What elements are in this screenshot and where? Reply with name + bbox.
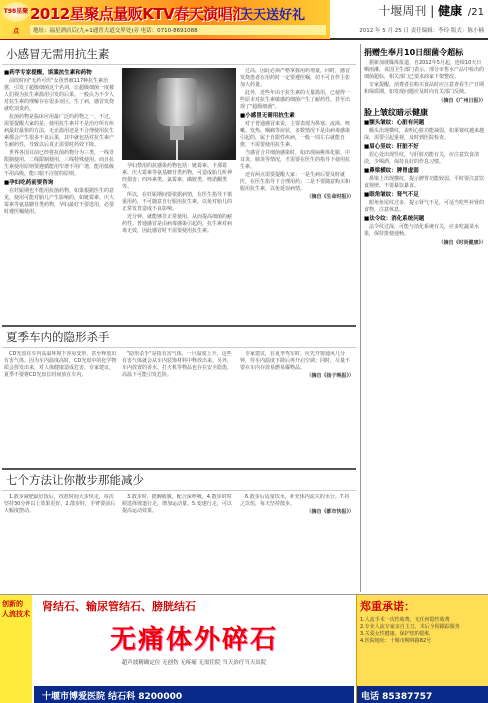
top-advertisement[interactable] xyxy=(0,0,330,40)
paragraph: 当感冒合并细菌感染时，如出现扁桃体化脓、中耳炎、肺炎等情况，才需要在医生的指导下使用抗生素。 xyxy=(240,150,351,170)
paragraph: 专家提醒，消费者在购买食品时应注意查看生产日期和保质期，如发现问题应及时向有关部门反映。 xyxy=(364,82,485,95)
article3-col2 xyxy=(122,494,236,600)
ad-line1: 肾结石、输尿管结石、膀胱结石 xyxy=(42,600,196,613)
paragraph: 世界各国目前已经将抗菌药物分为三类，一线非限制使用，二线限制使用，三线特殊使用。而且抗生素使用原则要遵循能用窄谱不用广谱，能用低级不用高级，能口服不注射的原则。 xyxy=(4,150,115,177)
byline: （摘自《时尚健康》） xyxy=(438,240,486,246)
byline: （摘自《生命时报》） xyxy=(306,194,354,200)
paragraph: 眼角鱼尾纹过多，提示肾气不足，可适当吃些补肾的食物，注意休息。 xyxy=(364,200,485,213)
article1-col3 xyxy=(240,68,354,320)
separator: | xyxy=(430,4,435,18)
article2-section xyxy=(2,325,356,466)
subhead: ■眼角皱纹：肾气不足 xyxy=(364,192,419,198)
paragraph: 6.散步后适量饮水，补充体内流失的水分。7.持之以恒，每天坚持散步。 xyxy=(240,494,350,507)
clinic-ad-item: 1.人流手术一次性收费，无任何隐性收费 xyxy=(360,617,450,623)
paragraph: 法令纹过深，可能与消化系统有关，应多吃蔬菜水果，保持排便通畅。 xyxy=(364,224,480,237)
article2-title: 夏季车内的隐形杀手 xyxy=(2,327,356,348)
clinic-ad-item: 4.医院地址：十堰市柳林路82号 xyxy=(360,638,432,644)
subhead: ■小感冒无需用抗生素 xyxy=(240,113,295,119)
issue-meta: 2012 年 5 月 25 日 责任编辑：李玲 版式：陈小楠 xyxy=(359,28,484,34)
sidebar-title-2: 脸上皱纹暗示健康 xyxy=(364,108,428,117)
subhead: ■额头皱纹：心脏有问题 xyxy=(364,120,425,126)
clinic-ad[interactable] xyxy=(356,595,488,703)
ad-address: 地址：福星酒店后(九+1通宵大道交界处)旁 电话：0710-8691088 xyxy=(30,25,326,35)
paragraph: 前段时间"无药可医"女孩曾被117种抗生素治愈，引发了超级细菌这个名词，让超级细菌一度被人们视为抗生素滥用引发的后果。一般认为不少人对抗生素的理解存在很多误区，生了病，感冒发烧就吃消炎药。 xyxy=(4,78,115,112)
article3-col3 xyxy=(240,494,354,600)
article1-title: 小感冒无需用抗生素 xyxy=(2,44,356,65)
ad-line3: 超声波精确定位 无创伤 无疼痛 无需住院 当天治疗当天出院 xyxy=(121,660,267,666)
subhead: ■鼻梁横纹：脾胃虚弱 xyxy=(364,168,419,174)
paragraph: 所以，在妊娠期间要依据病情，在医生指导下慎重用药，不可随意自行服用抗生素，以免对胎儿的正常发育造成不良影响。 xyxy=(122,192,233,212)
paragraph: 对于普通感冒来说，主要表现为鼻塞、流涕、咳嗽、发热、咽痛等症状，多数情况下是由病毒感染引起的，属于自限性疾病，一般一周左右就能自愈，不需要使用抗生素。 xyxy=(240,121,351,148)
paragraph: 据新加坡媒体报道，自2012年5月起，连续10天日晒雨淋，该国卫生部门表示，部分市售水产品中检出的细菌超标，相关部门已要求商家下架整改。 xyxy=(364,60,485,80)
paragraph: 专家建议，在夏季驾车时，应先开窗通风几分钟，待车内温度下降后再开启空调；同时，尽量不要在车内存放易燃易爆物品。 xyxy=(240,351,351,371)
iv-bottle-shape xyxy=(157,78,197,126)
clinic-ad-item: 3.关爱女性健康，保护您的隐私 xyxy=(360,631,430,637)
paragraph: 过高，因此必须严格掌握用药剂量，同时，感冒发烧患者在用药时一定要遵医嘱，切不可自作主张加大药量。 xyxy=(240,68,351,88)
paragraph: 眉心处出现竖纹，与肝脏功能有关，应注意饮食清淡，少喝酒，保持良好的作息习惯。 xyxy=(364,152,480,165)
page-number: /21 xyxy=(467,7,484,18)
byline: （摘自《都市快报》） xyxy=(306,509,354,515)
article3-body xyxy=(2,491,356,603)
section-name: 健康 xyxy=(438,4,463,18)
article2-col1 xyxy=(4,351,118,463)
paragraph: "隐形杀手"是指有害气体，一旦温度上升，这些有害气体就会从车内装饰材料中释放出来。另外，车内放置的香水、打火机等物品也存在安全隐患，高温下可能引发危险。 xyxy=(122,351,233,378)
paragraph: 1.散步减肥最好饭后，找准时间大步快走，每次坚持30分钟以上效果更好。2.散步时，手臂要前后大幅度摆动。 xyxy=(4,494,116,514)
iv-tube xyxy=(176,140,178,160)
article3-col1 xyxy=(4,494,118,600)
article1-col1 xyxy=(4,68,118,320)
byline: （摘自《扬子晚报》） xyxy=(306,373,354,379)
clinic-phone: 电话 85387757 xyxy=(357,686,488,703)
ktv-logo: T98星聚点 xyxy=(2,2,30,22)
paragraph: 在妊娠期也不能用抗菌药物，如果根据医生的意见，使用可能对胎儿产生影响的，如链霉素、庆大霉素等氨基糖苷类药物，孕妇最好不要选用，必要时遵医嘱使用。 xyxy=(4,188,115,215)
paragraph: CD光盘在车内高温环境下容易变形，甚至释放出有害气体。因为车内温度高时，CD光盘中的化学物质会挥发出来，对人体健康造成危害。专家建议，夏季不要将CD光盘长时间放在车内。 xyxy=(4,351,117,378)
subhead: ■药学专家提醒，谈滥抗生素和药物 xyxy=(4,70,92,76)
article2-col2 xyxy=(122,351,236,463)
ad-title: 2012星聚点量贩KTV春天演唱汇 xyxy=(30,5,247,23)
article1-body xyxy=(2,65,356,323)
lithotripsy-ad[interactable] xyxy=(34,595,354,703)
subhead: ■法令纹：消化系统问题 xyxy=(364,216,425,222)
subhead: ■眉心竖纹：肝脏不好 xyxy=(364,144,419,150)
article3-section xyxy=(2,468,356,603)
article2-col3 xyxy=(240,351,354,463)
masthead xyxy=(330,0,488,40)
paper-name: 十堰周刊 xyxy=(378,4,427,18)
article1-col2 xyxy=(122,68,236,320)
ad-headline: 无痛体外碎石 xyxy=(109,625,278,655)
sidebar-title-1: 捐赠生奉月10日细菌令超标 xyxy=(364,48,464,57)
sidebar xyxy=(360,44,486,592)
hospital-bar: 十堰市博爱医院 结石科 8200000 xyxy=(34,686,354,703)
paragraph: 3.散步时，挺胸收腹，配合深呼吸。4.散步的时候选择坡道行走，增加运动量。5.变速行走，可以提高运动效果。 xyxy=(122,494,232,514)
article2-body xyxy=(2,348,356,466)
sidebar-text-1 xyxy=(364,60,486,96)
masthead-brand xyxy=(378,2,484,19)
clinic-ad-head: 郑重承诺： xyxy=(360,600,415,613)
subhead: ■孕妇吃药前要咨询 xyxy=(4,180,54,186)
main-content xyxy=(2,44,356,603)
ad-left-strip: 创新的 人流技术 xyxy=(0,595,32,703)
paragraph: 孕妇禁用的抗感染药物包括：链霉素、卡那霉素、庆大霉素等氨基糖苷类药物，可造成胎儿听神经损害；四环素类、氯霉素、磺胺类、喹诺酮类等。 xyxy=(122,163,233,190)
paragraph: 额头出现横纹，说明心脏功能减弱，如果皱纹越来越深，需要引起重视，及时到医院检查。 xyxy=(364,128,485,141)
byline: （摘自《广州日报》） xyxy=(438,98,486,104)
sidebar-text-2 xyxy=(364,120,486,238)
article3-title: 七个方法让你散步那能减少 xyxy=(2,470,356,491)
bottom-advertisement[interactable] xyxy=(0,594,488,703)
ad-slogan: 天天送好礼 xyxy=(240,8,306,23)
paragraph: 抗菌药物是临床应用最广泛的药物之一，不过，需要提醒大家的是，使用抗生素并不是治疗所有疾病最好最快的方法，无论滥用还是不合理使用抗生素都会产生很多不良后果，其中就包括对抗生素产生耐药性，导致以后真正需要时药效下降。 xyxy=(4,114,115,148)
paragraph: 近分钟，就能够非正常使用，从而提高细菌的耐药性。普通感冒是由病毒感染引起的，抗生素对病毒无效，因此感冒时不需要使用抗生素。 xyxy=(122,214,233,234)
clinic-ad-item: 2.专业人流专家亲自主刀，术后全程跟踪服务 xyxy=(360,624,460,630)
iv-bottle-neck xyxy=(170,126,184,140)
paragraph: 此外，近些年由于抗生素的大量滥用，已使得一些原本对抗生素敏感的细菌产生了耐药性，甚至出现了"超级细菌"。 xyxy=(240,90,351,110)
paragraph: 鼻梁上出现横纹，提示脾胃功能较弱，平时要注意饮食规律，不要暴饮暴食。 xyxy=(364,176,485,189)
paragraph: 还有两点需要提醒大家：一是生病后要及时就医，在医生指导下合理用药；二是不要随意购买和服用抗生素，以免延误病情。 xyxy=(240,172,351,192)
iv-drip-photo xyxy=(122,68,236,160)
